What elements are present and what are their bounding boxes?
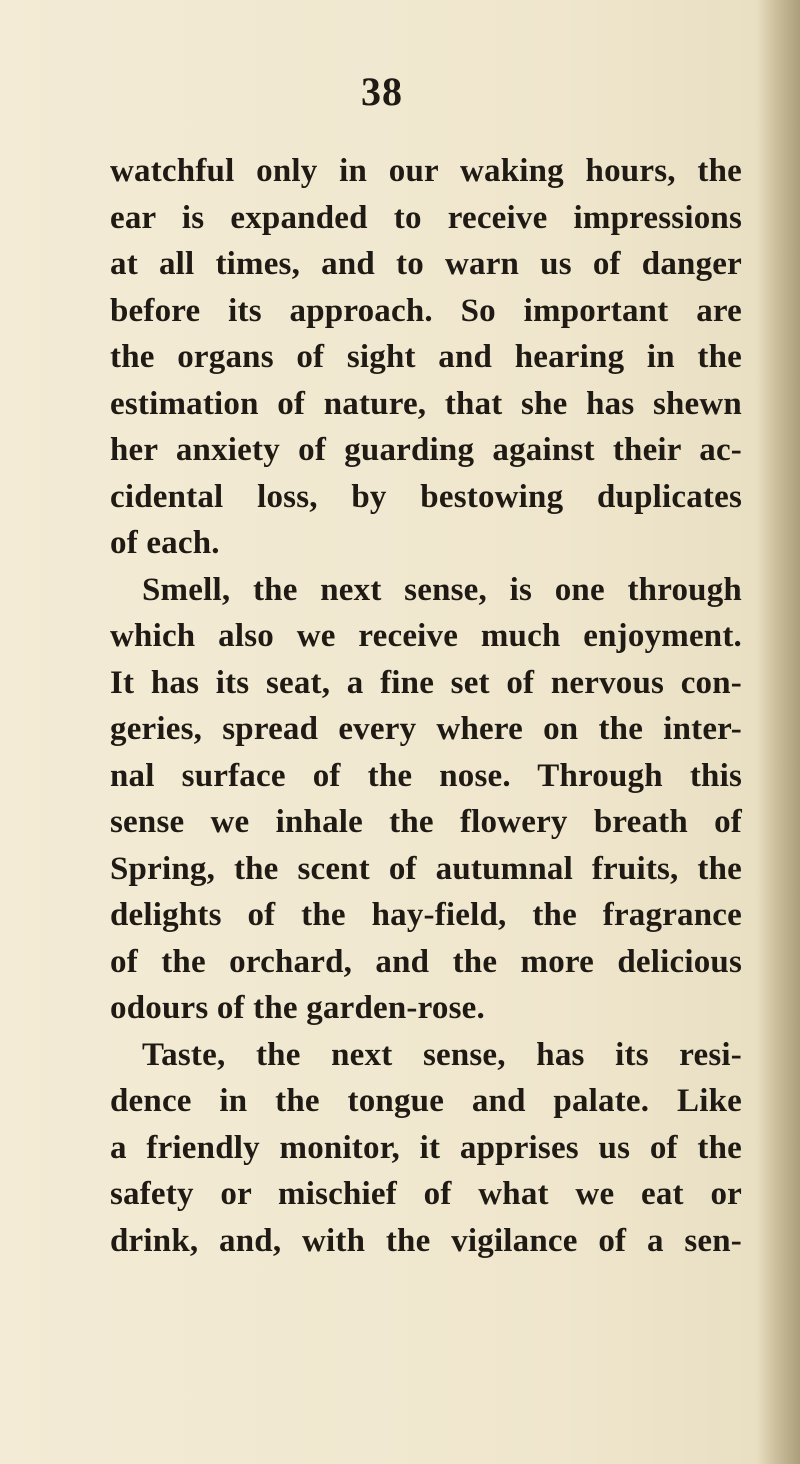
- text-line: of each.: [110, 525, 220, 561]
- text-line: Taste, the next sense, has its resi-: [142, 1036, 742, 1073]
- text-line: geries, spread every where on the inter-: [110, 711, 742, 747]
- text-line: drink, and, with the vigilance of a sen-: [110, 1222, 742, 1259]
- body-text: [110, 148, 742, 1264]
- text-line: sense we inhale the flowery breath of: [110, 804, 742, 840]
- text-line: the organs of sight and hearing in the: [110, 339, 742, 375]
- text-line: her anxiety of guarding against their ac-: [110, 432, 742, 468]
- text-line: at all times, and to warn us of danger: [110, 246, 742, 282]
- text-line: Smell, the next sense, is one through: [142, 571, 742, 608]
- text-line: watchful only in our waking hours, the: [110, 153, 742, 189]
- text-line: delights of the hay-field, the fragrance: [110, 897, 742, 933]
- text-line: It has its seat, a fine set of nervous con-: [110, 664, 742, 701]
- text-line: of the orchard, and the more delicious: [110, 943, 742, 980]
- text-line: Spring, the scent of autumnal fruits, the: [110, 850, 742, 887]
- text-line: nal surface of the nose. Through this: [110, 757, 742, 794]
- page-number: 38: [361, 69, 403, 114]
- text-line: odours of the garden-rose.: [110, 990, 485, 1026]
- text-line: before its approach. So important are: [110, 292, 742, 329]
- text-line: dence in the tongue and palate. Like: [110, 1083, 742, 1119]
- text-line: ear is expanded to receive impressions: [110, 199, 742, 236]
- text-line: cidental loss, by bestowing duplicates: [110, 478, 742, 515]
- text-line: which also we receive much enjoyment.: [110, 618, 742, 654]
- text-line: estimation of nature, that she has shewn: [110, 385, 742, 422]
- text-line: a friendly monitor, it apprises us of the: [110, 1129, 742, 1166]
- page-gutter-shadow: [758, 0, 800, 1464]
- text-line: safety or mischief of what we eat or: [110, 1176, 742, 1212]
